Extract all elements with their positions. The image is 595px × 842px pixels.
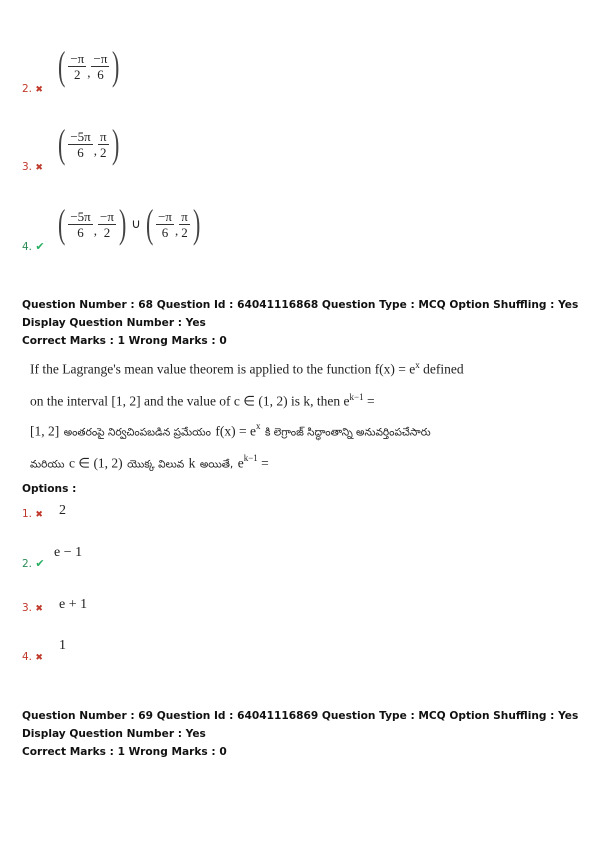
q68-option-1-label: 1. ✖	[22, 508, 43, 520]
prev-option-4-math: ( $\frac{-5\pi}{6}$ , $\frac{-\pi}{2}$ ) ∪ ( $\frac{-\pi}{6}$ , $\frac{\pi}{2}$ )	[57, 201, 201, 246]
q68-header-line2: Display Question Number : Yes	[22, 317, 206, 329]
options-label: Options :	[22, 483, 77, 495]
q68-telugu-line2: మరియు c ∈ (1, 2) యొక్క విలువ k అయితే, $e^{k-1}$ =	[30, 453, 269, 471]
prev-option-2-math: ( $\frac{-\pi}{2}$ , $\frac{-\pi}{6}$ )	[57, 43, 120, 88]
wrong-icon: ✖	[35, 510, 43, 520]
q68-option-3-text: e + 1	[59, 597, 88, 612]
q68-option-4-label: 4. ✖	[22, 651, 43, 663]
q68-option-4-text: 1	[59, 638, 66, 653]
q68-option-2-label: 2. ✔	[22, 557, 45, 570]
wrong-icon: ✖	[35, 85, 43, 95]
q68-option-2-text: e − 1	[54, 545, 83, 560]
q69-header-line2: Display Question Number : Yes	[22, 728, 206, 740]
prev-option-3-label: 3. ✖	[22, 161, 43, 173]
q68-header-line3: Correct Marks : 1 Wrong Marks : 0	[22, 335, 227, 347]
wrong-icon: ✖	[35, 653, 43, 663]
prev-option-4-label: 4. ✔	[22, 240, 45, 253]
q68-english-line1: If the Lagrange's mean value theorem is applied to the function $f(x) = e^x$ defined	[30, 360, 464, 377]
check-icon: ✔	[35, 240, 45, 253]
prev-option-2-label: 2. ✖	[22, 83, 43, 95]
q69-header-line1: Question Number : 69 Question Id : 64041116869 Question Type : MCQ Option Shuffling : Yes	[22, 710, 579, 722]
q68-header-line1: Question Number : 68 Question Id : 64041116868 Question Type : MCQ Option Shuffling : Yes	[22, 299, 579, 311]
check-icon: ✔	[35, 557, 45, 570]
q68-english-line2: on the interval [1, 2] and the value of c ∈ (1, 2) is k, then $e^{k-1}$ =	[30, 392, 375, 409]
wrong-icon: ✖	[35, 163, 43, 173]
q69-header-line3: Correct Marks : 1 Wrong Marks : 0	[22, 746, 227, 758]
q68-option-1-text: 2	[59, 503, 66, 518]
q68-option-3-label: 3. ✖	[22, 602, 43, 614]
q68-telugu-line1: [1, 2] అంతరంపై నిర్వచింపబడిన ప్రమేయం $f(x) = e^x$ కి లెగ్రాంజ్ సిద్ధాంతాన్ని అనువర్తింపచేసారు	[30, 421, 431, 439]
wrong-icon: ✖	[35, 604, 43, 614]
prev-option-3-math: ( $\frac{-5\pi}{6}$ , $\frac{\pi}{2}$ )	[57, 121, 119, 166]
